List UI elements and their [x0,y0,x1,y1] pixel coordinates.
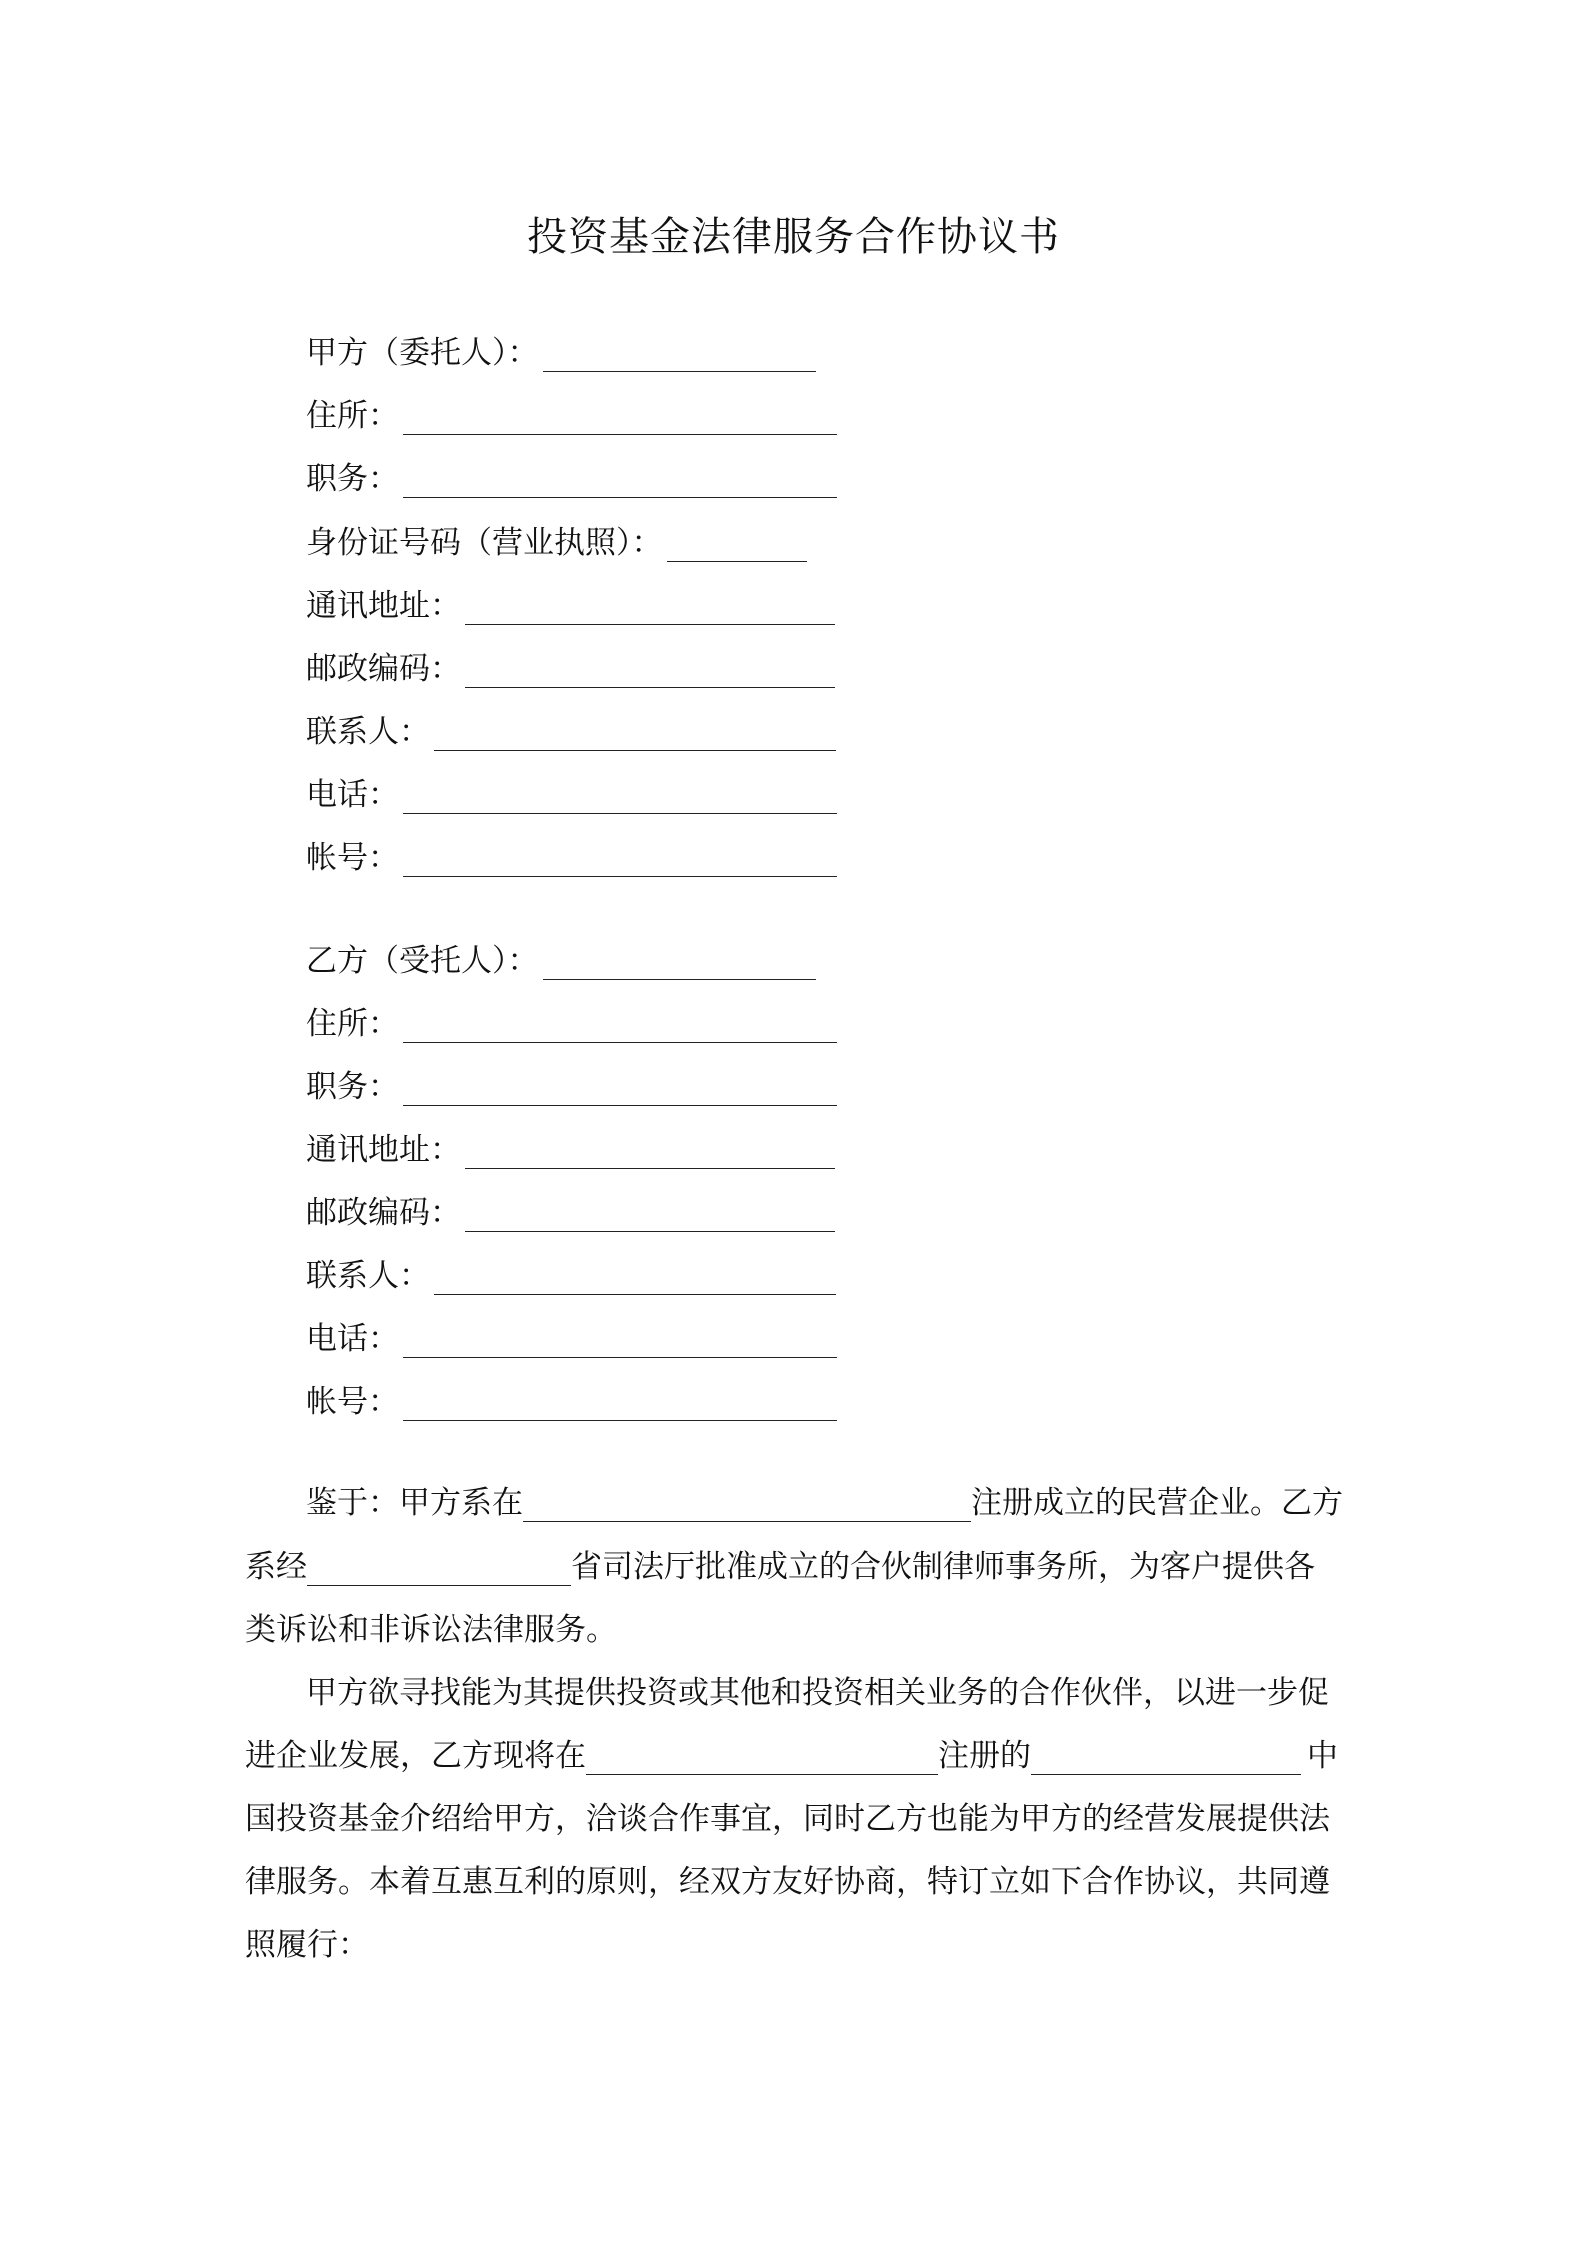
party-a-position-field[interactable] [403,459,837,498]
party-b-account-row [306,1375,837,1421]
party-b-address-row [306,997,837,1043]
party-b-position-label: 职务： [306,1069,399,1105]
party-b-contact-field[interactable] [434,1256,836,1295]
party-a-name-row [306,326,816,372]
fund-name-field[interactable] [1031,1736,1301,1775]
recital-line-7 [245,1855,1330,1901]
party-b-position-row [306,1060,837,1106]
party-b-mail-address-row [306,1123,835,1169]
party-b-contact-row [306,1249,836,1295]
party-a-contact-field[interactable] [434,712,836,751]
party-b-address-field[interactable] [403,1004,837,1043]
party-b-phone-row [306,1312,837,1358]
recital-text: 类诉讼和非诉讼法律服务。 [245,1612,617,1648]
party-a-address-label: 住所： [306,398,399,434]
party-b-account-field[interactable] [403,1382,837,1421]
party-b-phone-field[interactable] [403,1319,837,1358]
party-a-phone-row [306,768,837,814]
party-a-position-row [306,452,837,498]
party-a-mail-address-field[interactable] [465,586,835,625]
recital-text: 系经 [245,1549,307,1585]
recital-text: 甲方欲寻找能为其提供投资或其他和投资相关业务的合作伙伴，以进一步促 [306,1675,1329,1711]
party-b-name-label: 乙方（受托人）： [306,943,539,979]
party-b-phone-label: 电话： [306,1321,399,1357]
recital-text: 注册的 [938,1738,1031,1774]
party-a-phone-field[interactable] [403,775,837,814]
party-a-id-label: 身份证号码（营业执照）： [306,525,663,561]
party-a-address-row [306,389,837,435]
party-b-postcode-label: 邮政编码： [306,1195,461,1231]
party-a-phone-label: 电话： [306,777,399,813]
party-a-account-label: 帐号： [306,840,399,876]
party-b-mail-address-label: 通讯地址： [306,1132,461,1168]
party-a-mail-address-label: 通讯地址： [306,588,461,624]
party-a-contact-row [306,705,836,751]
recital-text: 律服务。本着互惠互利的原则，经双方友好协商，特订立如下合作协议，共同遵 [245,1864,1330,1900]
party-a-id-row [306,516,807,562]
party-a-postcode-row [306,642,835,688]
recital-line-5 [245,1729,1338,1775]
recital-text: 进企业发展，乙方现将在 [245,1738,586,1774]
party-b-name-row [306,934,816,980]
recital-text: 照履行： [245,1927,369,1963]
party-a-postcode-label: 邮政编码： [306,651,461,687]
party-a-account-field[interactable] [403,838,837,877]
recital-line-1 [306,1476,1343,1522]
party-a-name-field[interactable] [543,333,816,372]
document-title: 投资基金法律服务合作协议书 [527,214,1060,260]
party-a-registration-place-field[interactable] [523,1483,971,1522]
recital-text: 注册成立的民营企业。乙方 [971,1485,1343,1521]
recital-text: 国投资基金介绍给甲方，洽谈合作事宜，同时乙方也能为甲方的经营发展提供法 [245,1801,1330,1837]
fund-registration-place-field[interactable] [586,1736,938,1775]
party-b-postcode-field[interactable] [465,1193,835,1232]
party-a-account-row [306,831,837,877]
party-a-mail-address-row [306,579,835,625]
party-a-position-label: 职务： [306,461,399,497]
recital-line-2 [245,1540,1315,1586]
party-a-postcode-field[interactable] [465,649,835,688]
party-a-id-field[interactable] [667,523,807,562]
party-a-name-label: 甲方（委托人）： [306,335,539,371]
recital-text: 中 [1307,1738,1338,1774]
party-b-position-field[interactable] [403,1067,837,1106]
party-b-account-label: 帐号： [306,1384,399,1420]
recital-text: 省司法厅批准成立的合伙制律师事务所，为客户提供各 [571,1549,1315,1585]
recital-line-8 [245,1918,369,1964]
recital-text: 鉴于：甲方系在 [306,1485,523,1521]
party-b-name-field[interactable] [543,941,816,980]
recital-line-6 [245,1792,1330,1838]
party-b-approval-province-field[interactable] [307,1547,571,1586]
party-b-address-label: 住所： [306,1006,399,1042]
party-b-mail-address-field[interactable] [465,1130,835,1169]
party-b-contact-label: 联系人： [306,1258,430,1294]
party-a-contact-label: 联系人： [306,714,430,750]
recital-line-4 [306,1666,1329,1712]
party-b-postcode-row [306,1186,835,1232]
party-a-address-field[interactable] [403,396,837,435]
recital-line-3 [245,1603,617,1649]
